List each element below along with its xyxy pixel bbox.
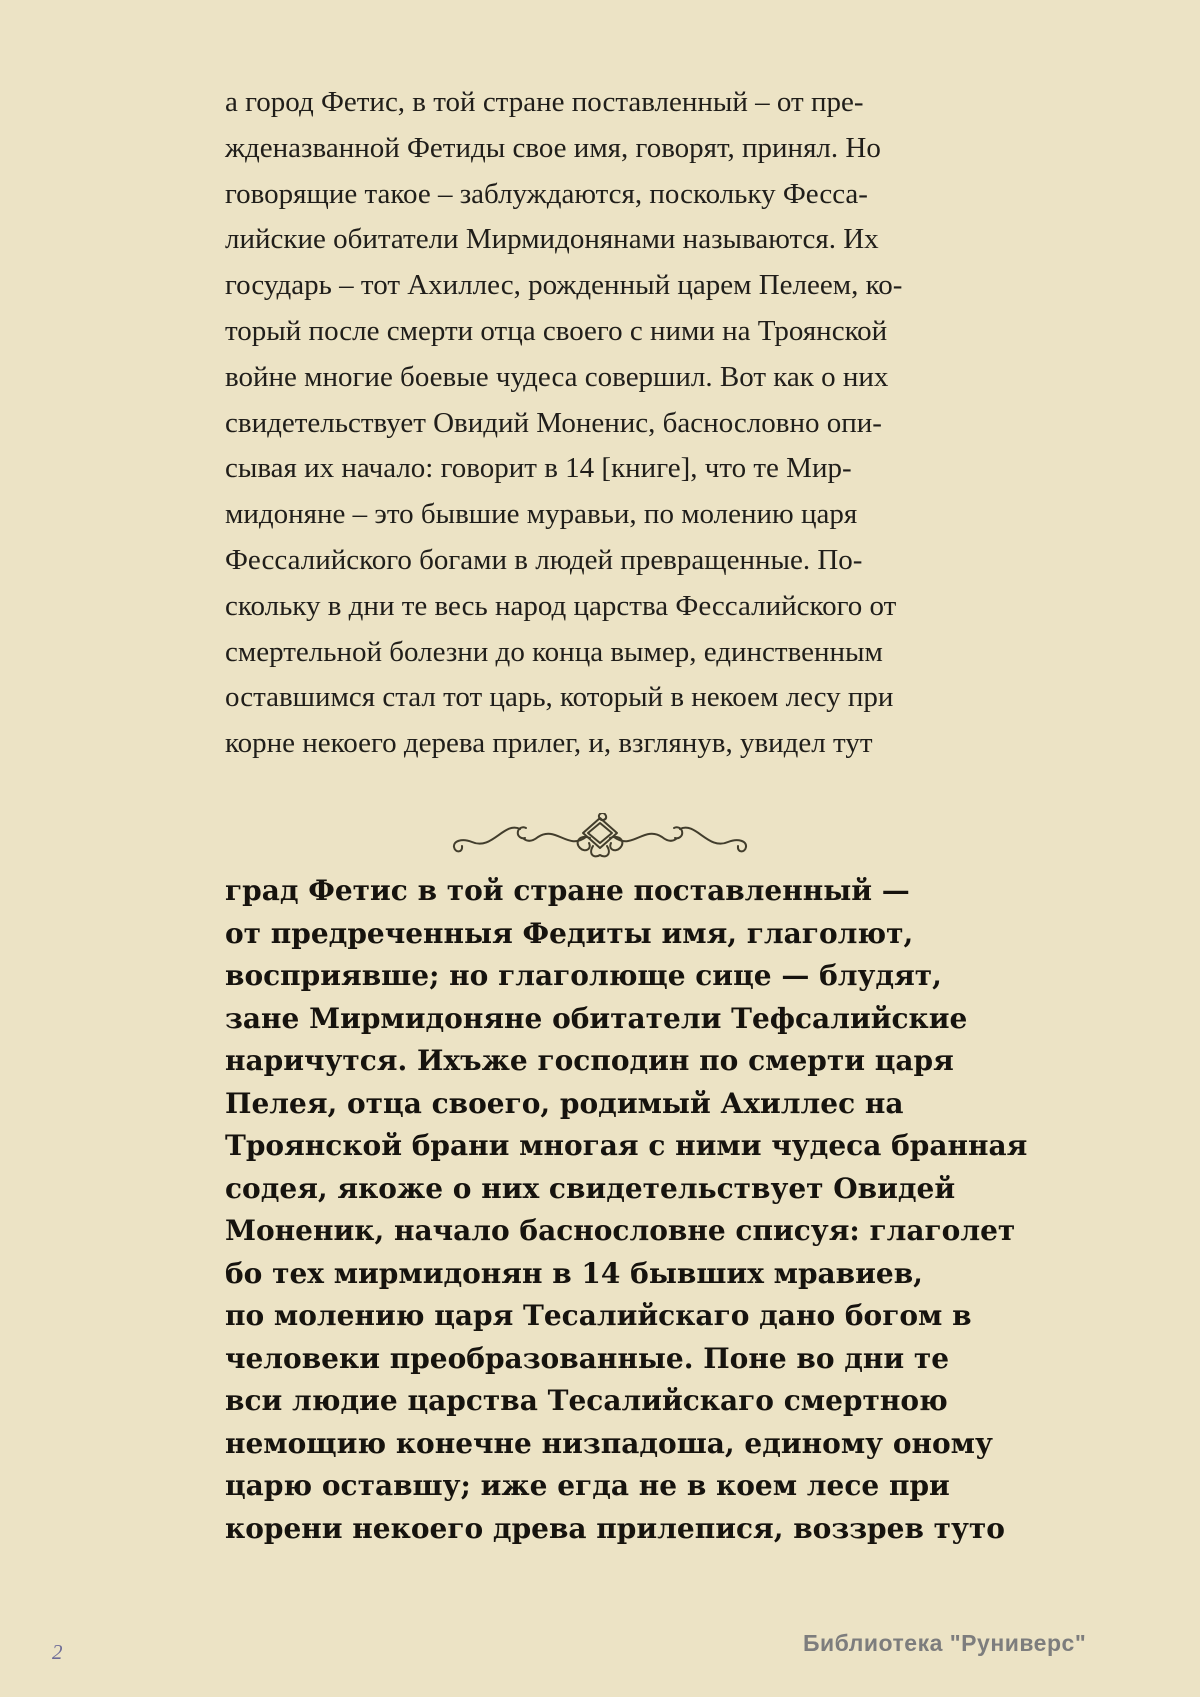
text-line: Моненик, начало баснословне списуя: глаголет [225, 1214, 1016, 1247]
text-line: наричутся. Ихъже господин по смерти царя [225, 1044, 954, 1077]
text-line: град Фетис в той стране поставленный — [225, 874, 910, 907]
text-line: смертельной болезни до конца вымер, единственным [225, 635, 883, 668]
text-line: войне многие боевые чудеса совершил. Вот как о них [225, 360, 889, 393]
modern-translation-block [225, 80, 925, 767]
text-line: содея, якоже о них свидетельствует Овидей [225, 1171, 956, 1205]
text-line: свидетельствует Овидий Моненис, баснословно опи- [225, 406, 882, 439]
text-line: зане Мирмидоняне обитатели Тефсалийские [225, 1001, 968, 1035]
slavonic-source-block [225, 870, 1028, 1550]
text-line: бо тех мирмидонян в 14 бывших мравиев, [225, 1256, 923, 1290]
library-credit: Библиотека "Руниверс" [803, 1630, 1087, 1656]
text-line: немощию конечне низпадоша, единому оному [225, 1426, 993, 1460]
text-line: корне некоего дерева прилег, и, взглянув, увидел тут [225, 727, 873, 760]
text-line: царю оставшу; иже егда не в коем лесе при [225, 1469, 950, 1502]
text-line: скольку в дни те весь народ царства Фессалийского от [225, 589, 897, 622]
text-line: а город Фетис, в той стране поставленный – от пре- [225, 86, 864, 118]
text-line: восприявше; но глаголюще сице — блудят, [225, 959, 942, 992]
text-line: говорящие такое – заблуждаются, поскольку Фесса- [225, 177, 868, 210]
text-line: лийские обитатели Мирмидонянами называются. Их [225, 223, 879, 256]
text-line: торый после смерти отца своего с ними на Троянской [225, 314, 888, 347]
divider-flourish-icon [440, 813, 760, 859]
text-line: человеки преобразованные. Поне во дни те [225, 1341, 950, 1375]
text-line: вси людие царства Тесалийскаго смертною [225, 1384, 948, 1417]
text-line: от предреченныя Федиты имя, глаголют, [225, 916, 914, 950]
text-line: Троянской брани многая с ними чудеса бранная [225, 1129, 1028, 1162]
page-number: 2 [52, 1640, 63, 1664]
text-line: корени некоего древа прилепися, воззрев туто [225, 1511, 1005, 1545]
text-line: государь – тот Ахиллес, рожденный царем Пелеем, ко- [225, 269, 903, 302]
text-line: оставшимся стал тот царь, который в некоем лесу при [225, 681, 894, 714]
text-line: мидоняне – это бывшие муравьи, по молению царя [225, 498, 858, 531]
text-line: жденазванной Фетиды свое имя, говорят, принял. Но [225, 131, 881, 164]
text-line: по молению царя Тесалийскаго дано богом в [225, 1299, 972, 1332]
text-line: Пелея, отца своего, родимый Ахиллес на [225, 1086, 904, 1120]
text-line: Фессалийского богами в людей превращенные. По- [225, 543, 863, 576]
text-line: сывая их начало: говорит в 14 [книге], что те Мир- [225, 452, 852, 485]
